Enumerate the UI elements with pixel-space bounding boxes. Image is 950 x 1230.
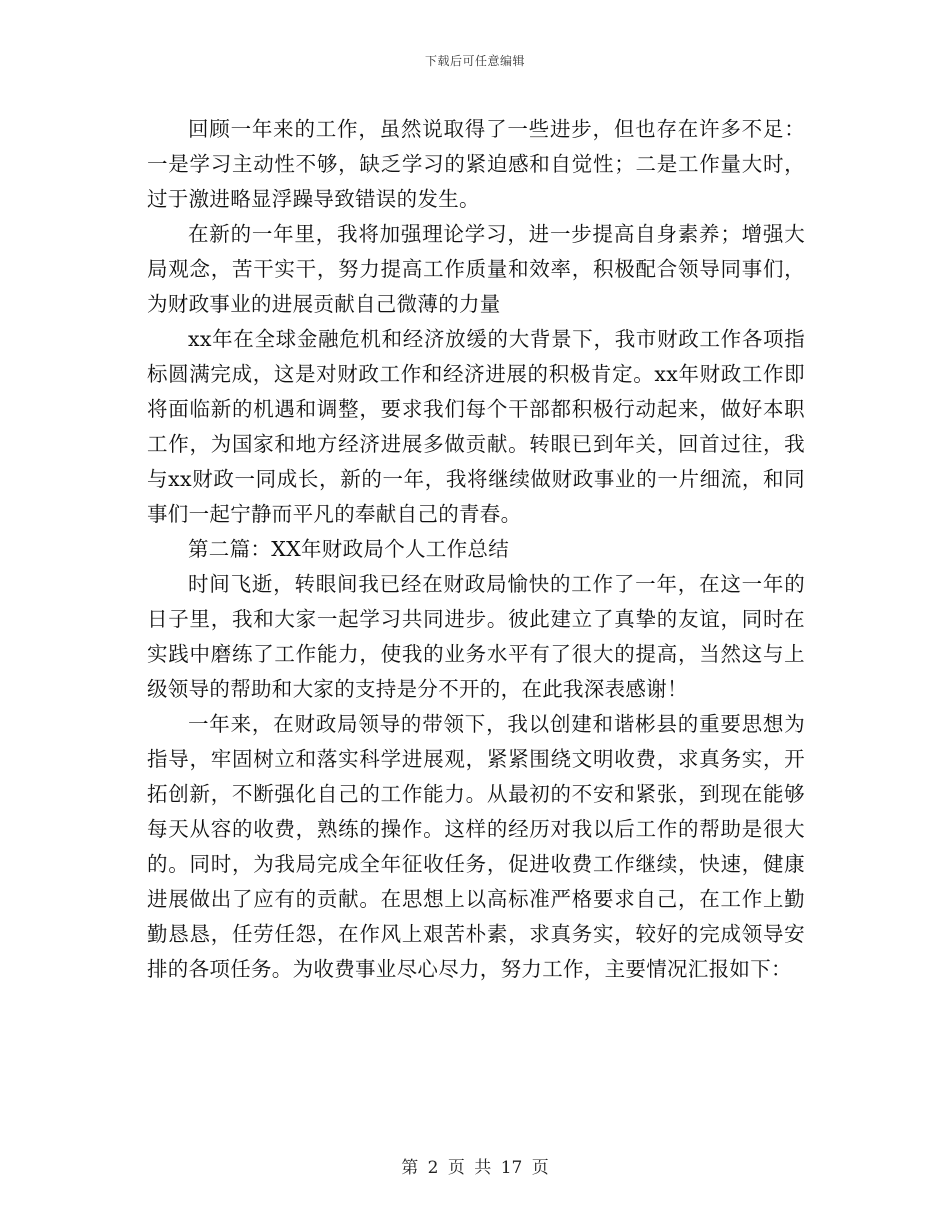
body-paragraph: 回顾一年来的工作，虽然说取得了一些进步，但也存在许多不足：一是学习主动性不够，缺乏学习的紧迫感和自觉性；二是工作量大时，过于激进略显浮躁导致错误的发生。 (147, 117, 805, 211)
page-header: 下载后可任意编辑 (424, 54, 525, 68)
body-paragraph: xx年在全球金融危机和经济放缓的大背景下，我市财政工作各项指标圆满完成，这是对财政工作和经济进展的积极肯定。xx年财政工作即将面临新的机遇和调整，要求我们每个干部都积极行动起来，做好本职工作，为国家和地方经济进展多做贡献。转眼已到年关，回首过往，我与xx财政一同成长，新的一年，我将继续做财政事业的一片细流，和同事们一起宁静而平凡的奉献自己的青春。 (147, 327, 805, 526)
body-paragraph: 一年来，在财政局领导的带领下，我以创建和谐彬县的重要思想为指导，牢固树立和落实科学进展观，紧紧围绕文明收费，求真务实，开拓创新，不断强化自己的工作能力。从最初的不安和紧张，到现在能够每天从容的收费，熟练的操作。这样的经历对我以后工作的帮助是很大的。同时，为我局完成全年征收任务，促进收费工作继续，快速，健康进展做出了应有的贡献。在思想上以高标准严格要求自己，在工作上勤勤恳恳，任劳任怨，在作风上艰苦朴素，求真务实，较好的完成领导安排的各项任务。为收费事业尽心尽力，努力工作，主要情况汇报如下： (147, 712, 805, 981)
page-number: 第 2 页 共 17 页 (401, 1158, 549, 1178)
document-body (147, 112, 805, 987)
body-paragraph: 在新的一年里，我将加强理论学习，进一步提高自身素养；增强大局观念，苦干实干，努力提高工作质量和效率，积极配合领导同事们，为财政事业的进展贡献自己微薄的力量 (147, 222, 805, 316)
section-title: 第二篇：XX年财政局个人工作总结 (188, 537, 509, 561)
body-paragraph: 时间飞逝，转眼间我已经在财政局愉快的工作了一年，在这一年的日子里，我和大家一起学习共同进步。彼此建立了真挚的友谊，同时在实践中磨练了工作能力，使我的业务水平有了很大的提高，当然这与上级领导的帮助和大家的支持是分不开的，在此我深表感谢！ (147, 572, 805, 701)
